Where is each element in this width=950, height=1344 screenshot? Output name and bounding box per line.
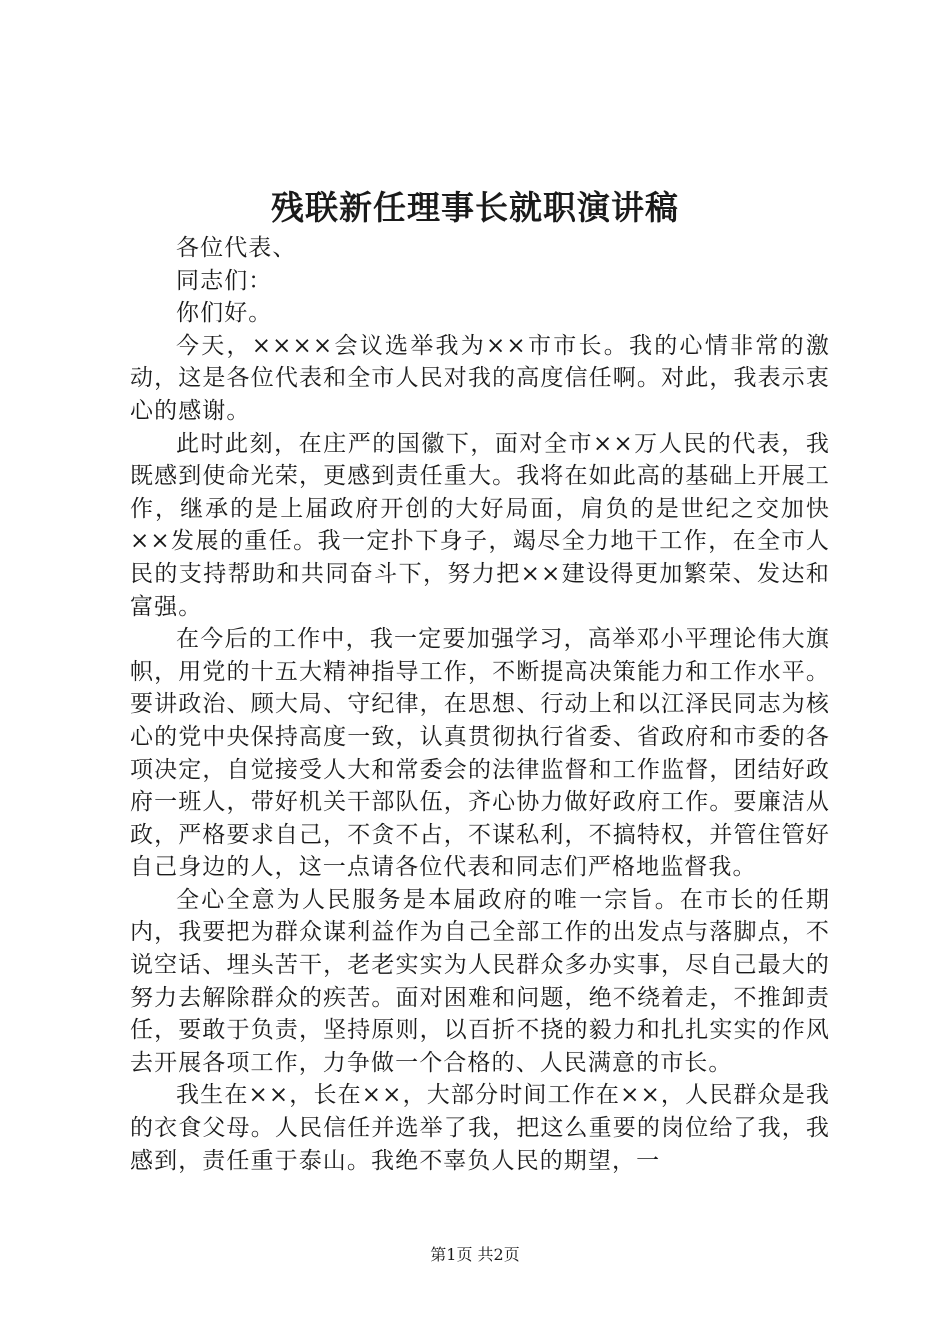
salutation-line-2: 同志们： bbox=[176, 267, 273, 294]
document-body bbox=[130, 232, 830, 1177]
body-paragraph: 全心全意为人民服务是本届政府的唯一宗旨。在市长的任期内，我要把为群众谋利益作为自己全部工作的出发点与落脚点，不说空话、埋头苦干，老老实实为人民群众多办实事，尽自己最大的努力去解除群众的疾苦。面对困难和问题，绝不绕着走，不推卸责任，要敢于负责，坚持原则，以百折不挠的毅力和扎扎实实的作风去开展各项工作，力争做一个合格的、人民满意的市长。 bbox=[130, 886, 830, 1076]
body-paragraph: 我生在××，长在××，大部分时间工作在××，人民群众是我的衣食父母。人民信任并选举了我，把这么重要的岗位给了我，我感到，责任重于泰山。我绝不辜负人民的期望，一 bbox=[130, 1082, 830, 1174]
page-footer: 第1页 共2页 bbox=[430, 1245, 520, 1264]
document-title: 残联新任理事长就职演讲稿 bbox=[271, 188, 679, 227]
body-paragraph: 今天，××××会议选举我为××市市长。我的心情非常的激动，这是各位代表和全市人民对我的高度信任啊。对此，我表示衷心的感谢。 bbox=[130, 332, 830, 424]
salutation-line-1: 各位代表、 bbox=[176, 235, 297, 261]
body-paragraph: 此时此刻，在庄严的国徽下，面对全市××万人民的代表，我既感到使命光荣，更感到责任重大。我将在如此高的基础上开展工作，继承的是上届政府开创的大好局面，肩负的是世纪之交加快××发展的重任。我一定扑下身子，竭尽全力地干工作，在全市人民的支持帮助和共同奋斗下，努力把××建设得更加繁荣、发达和富强。 bbox=[130, 430, 830, 620]
body-paragraph: 在今后的工作中，我一定要加强学习，高举邓小平理论伟大旗帜，用党的十五大精神指导工作，不断提高决策能力和工作水平。要讲政治、顾大局、守纪律，在思想、行动上和以江泽民同志为核心的党中央保持高度一致，认真贯彻执行省委、省政府和市委的各项决定，自觉接受人大和常委会的法律监督和工作监督，团结好政府一班人，带好机关干部队伍，齐心协力做好政府工作。要廉洁从政，严格要求自己，不贪不占，不谋私利，不搞特权，并管住管好自己身边的人，这一点请各位代表和同志们严格地监督我。 bbox=[130, 626, 830, 881]
greeting-line: 你们好。 bbox=[176, 300, 273, 327]
